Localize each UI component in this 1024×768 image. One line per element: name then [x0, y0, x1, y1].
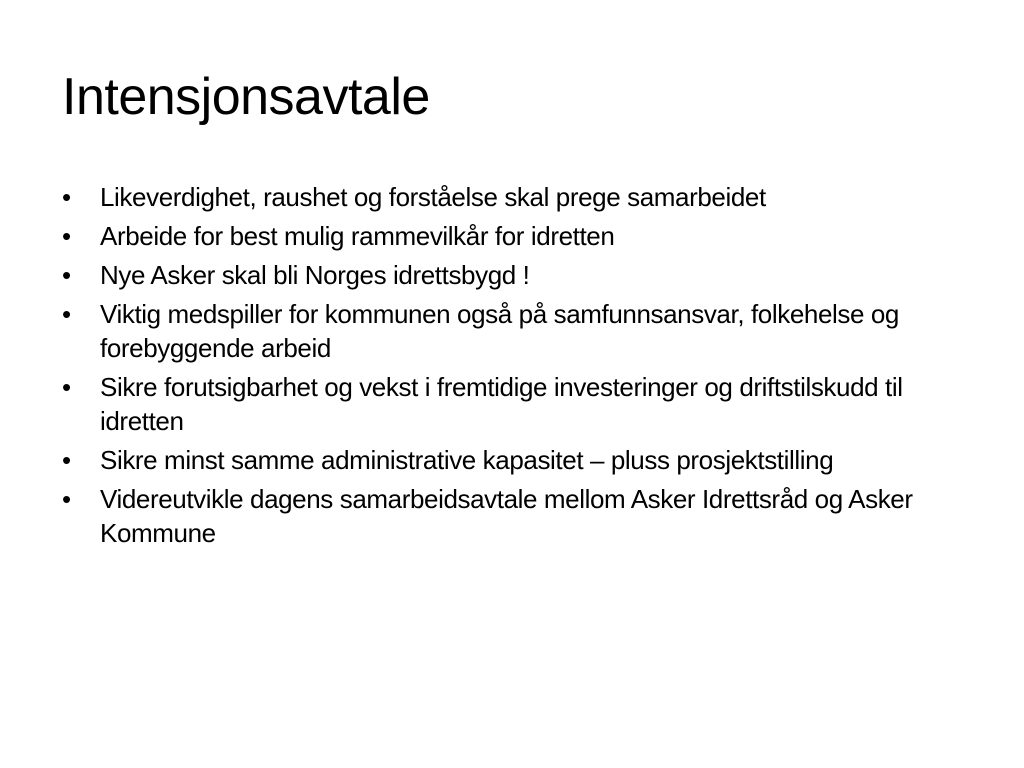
list-item: [62, 297, 980, 365]
bullet-icon: •: [62, 221, 71, 251]
list-item-text: Sikre minst samme administrative kapasitet – pluss prosjektstilling: [100, 445, 834, 475]
list-item: [62, 370, 980, 438]
bullet-icon: •: [62, 260, 71, 290]
list-item-text: Sikre forutsigbarhet og vekst i fremtidige investeringer og driftstilskudd til idretten: [100, 372, 903, 436]
list-item: [62, 443, 980, 477]
slide-title: Intensjonsavtale: [62, 68, 430, 126]
bullet-icon: •: [62, 372, 71, 402]
list-item: [62, 219, 982, 253]
list-item-text: Viktig medspiller for kommunen også på samfunnsansvar, folkehelse og forebyggende arbeid: [100, 299, 899, 363]
bullet-icon: •: [62, 484, 71, 514]
list-item: [62, 258, 982, 292]
bullet-icon: •: [62, 182, 71, 212]
list-item-text: Likeverdighet, raushet og forståelse skal prege samarbeidet: [100, 182, 766, 212]
list-item-text: Arbeide for best mulig rammevilkår for idretten: [100, 221, 615, 251]
list-item-text: Nye Asker skal bli Norges idrettsbygd !: [100, 260, 530, 290]
list-item: [62, 482, 980, 550]
list-item-text: Videreutvikle dagens samarbeidsavtale mellom Asker Idrettsråd og Asker Kommune: [100, 484, 913, 548]
bullet-icon: •: [62, 299, 71, 329]
bullet-list: [62, 180, 982, 555]
list-item: [62, 180, 982, 214]
bullet-icon: •: [62, 445, 71, 475]
